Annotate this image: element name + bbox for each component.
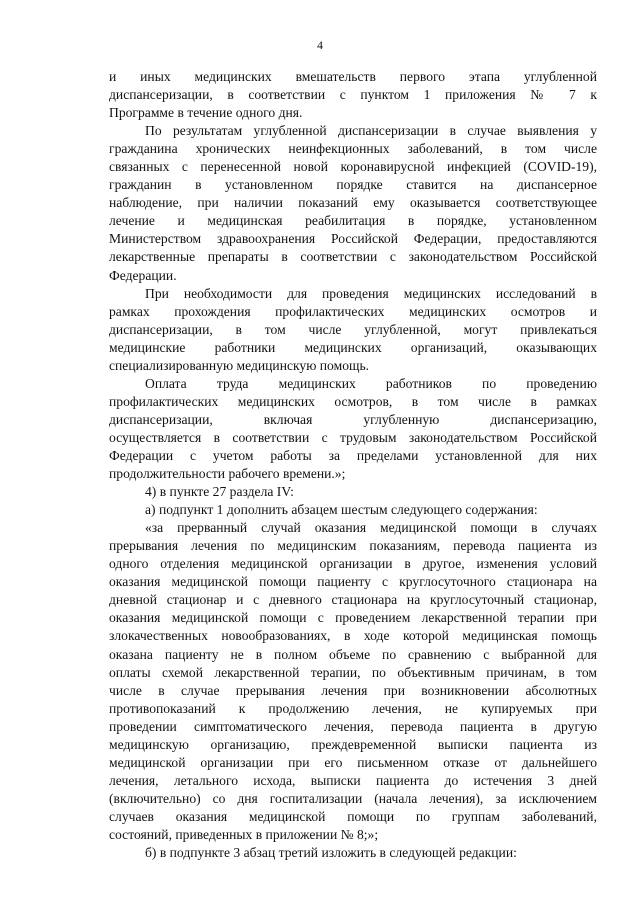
text-line: (включительно) со дня госпитализации (начала лечения), за исключением: [109, 790, 597, 806]
text-line: «за прерванный случай оказания медицинской помощи в случаях: [145, 520, 597, 536]
paragraph: [109, 501, 597, 519]
text-line: медицинской организации при его письменном отказе от дальнейшего: [109, 754, 597, 770]
text-line: прерывания лечения по медицинским показаниям, перевода пациента из: [109, 538, 597, 554]
text-line: гражданин в установленном порядке ставится на диспансерное: [109, 177, 597, 193]
text-line: При необходимости для проведения медицинских исследований в: [145, 285, 597, 301]
text-line: числе в случае прерывания лечения при возникновении абсолютных: [109, 682, 597, 698]
text-line: Оплата труда медицинских работников по проведению: [145, 375, 597, 391]
text-line: проведении симптоматического лечения, перевода пациента в другую: [109, 718, 597, 734]
text-line: лечения, летального исхода, выписки пациента до истечения 3 дней: [109, 772, 597, 788]
text-line: диспансеризации, в том числе углубленной, могут привлекаться: [109, 321, 597, 337]
text-line: Федерации.: [109, 267, 177, 283]
text-line: рамках прохождения профилактических медицинских осмотров и: [109, 303, 597, 319]
text-line: одного отделения медицинской организации в другое, изменения условий: [109, 556, 597, 572]
text-line: 4) в пункте 27 раздела IV:: [145, 484, 294, 500]
paragraph: [109, 844, 597, 862]
paragraph: [109, 122, 597, 284]
document-body: [109, 68, 597, 862]
text-line: По результатам углубленной диспансеризации в случае выявления у: [145, 123, 597, 139]
paragraph: [109, 68, 597, 122]
text-line: дневной стационар и с дневного стационара на круглосуточный стационар,: [109, 592, 597, 608]
text-line: медицинскую организацию, преждевременной выписки пациента из: [109, 736, 597, 752]
text-line: наблюдение, при наличии показаний ему оказывается соответствующее: [109, 195, 597, 211]
paragraph: [109, 285, 597, 375]
text-line: диспансеризации, в соответствии с пунктом 1 приложения № 7 к: [109, 87, 597, 103]
paragraph: [109, 483, 597, 501]
text-line: оплаты схемой лекарственной терапии, по объективным причинам, в том: [109, 664, 597, 680]
text-line: специализированную медицинскую помощь.: [109, 357, 370, 373]
text-line: Министерством здравоохранения Российской Федерации, предоставляются: [109, 231, 597, 247]
text-line: лекарственные препараты в соответствии с законодательством Российской: [109, 249, 597, 265]
text-line: б) в подпункте 3 абзац третий изложить в следующей редакции:: [145, 845, 517, 861]
text-line: продолжительности рабочего времени.»;: [109, 466, 346, 482]
text-line: и иных медицинских вмешательств первого этапа углубленной: [109, 69, 597, 84]
text-line: случаев оказания медицинской помощи по группам заболеваний,: [109, 808, 597, 824]
text-line: оказана пациенту не в полном объеме по сравнению с выбранной для: [109, 646, 597, 662]
text-line: связанных с перенесенной новой коронавирусной инфекцией (COVID-19),: [109, 159, 597, 175]
text-line: оказания медицинской помощи пациенту с круглосуточного стационара на: [109, 574, 597, 590]
page-number: 4: [317, 38, 323, 52]
paragraph: [109, 519, 597, 844]
text-line: оказания медицинской помощи с проведением лекарственной терапии при: [109, 610, 597, 626]
text-line: состояний, приведенных в приложении № 8;»;: [109, 826, 379, 842]
text-line: Программе в течение одного дня.: [109, 105, 303, 121]
text-line: Федерации с учетом работы за пределами установленной для них: [109, 447, 597, 463]
text-line: а) подпункт 1 дополнить абзацем шестым следующего содержания:: [145, 502, 538, 518]
paragraph: [109, 375, 597, 483]
text-line: медицинские работники медицинских организаций, оказывающих: [109, 339, 597, 355]
text-line: диспансеризации, включая углубленную диспансеризацию,: [109, 411, 597, 427]
text-line: профилактических медицинских осмотров, в том числе в рамках: [109, 393, 597, 409]
text-line: гражданина хронических неинфекционных заболеваний, в том числе: [109, 141, 597, 157]
text-line: осуществляется в соответствии с трудовым законодательством Российской: [109, 429, 597, 445]
text-line: противопоказаний к продолжению лечения, не купируемых при: [109, 700, 597, 716]
text-line: злокачественных новообразованиях, в ходе которой медицинская помощь: [109, 628, 597, 644]
text-line: лечение и медицинская реабилитация в порядке, установленном: [109, 213, 597, 229]
